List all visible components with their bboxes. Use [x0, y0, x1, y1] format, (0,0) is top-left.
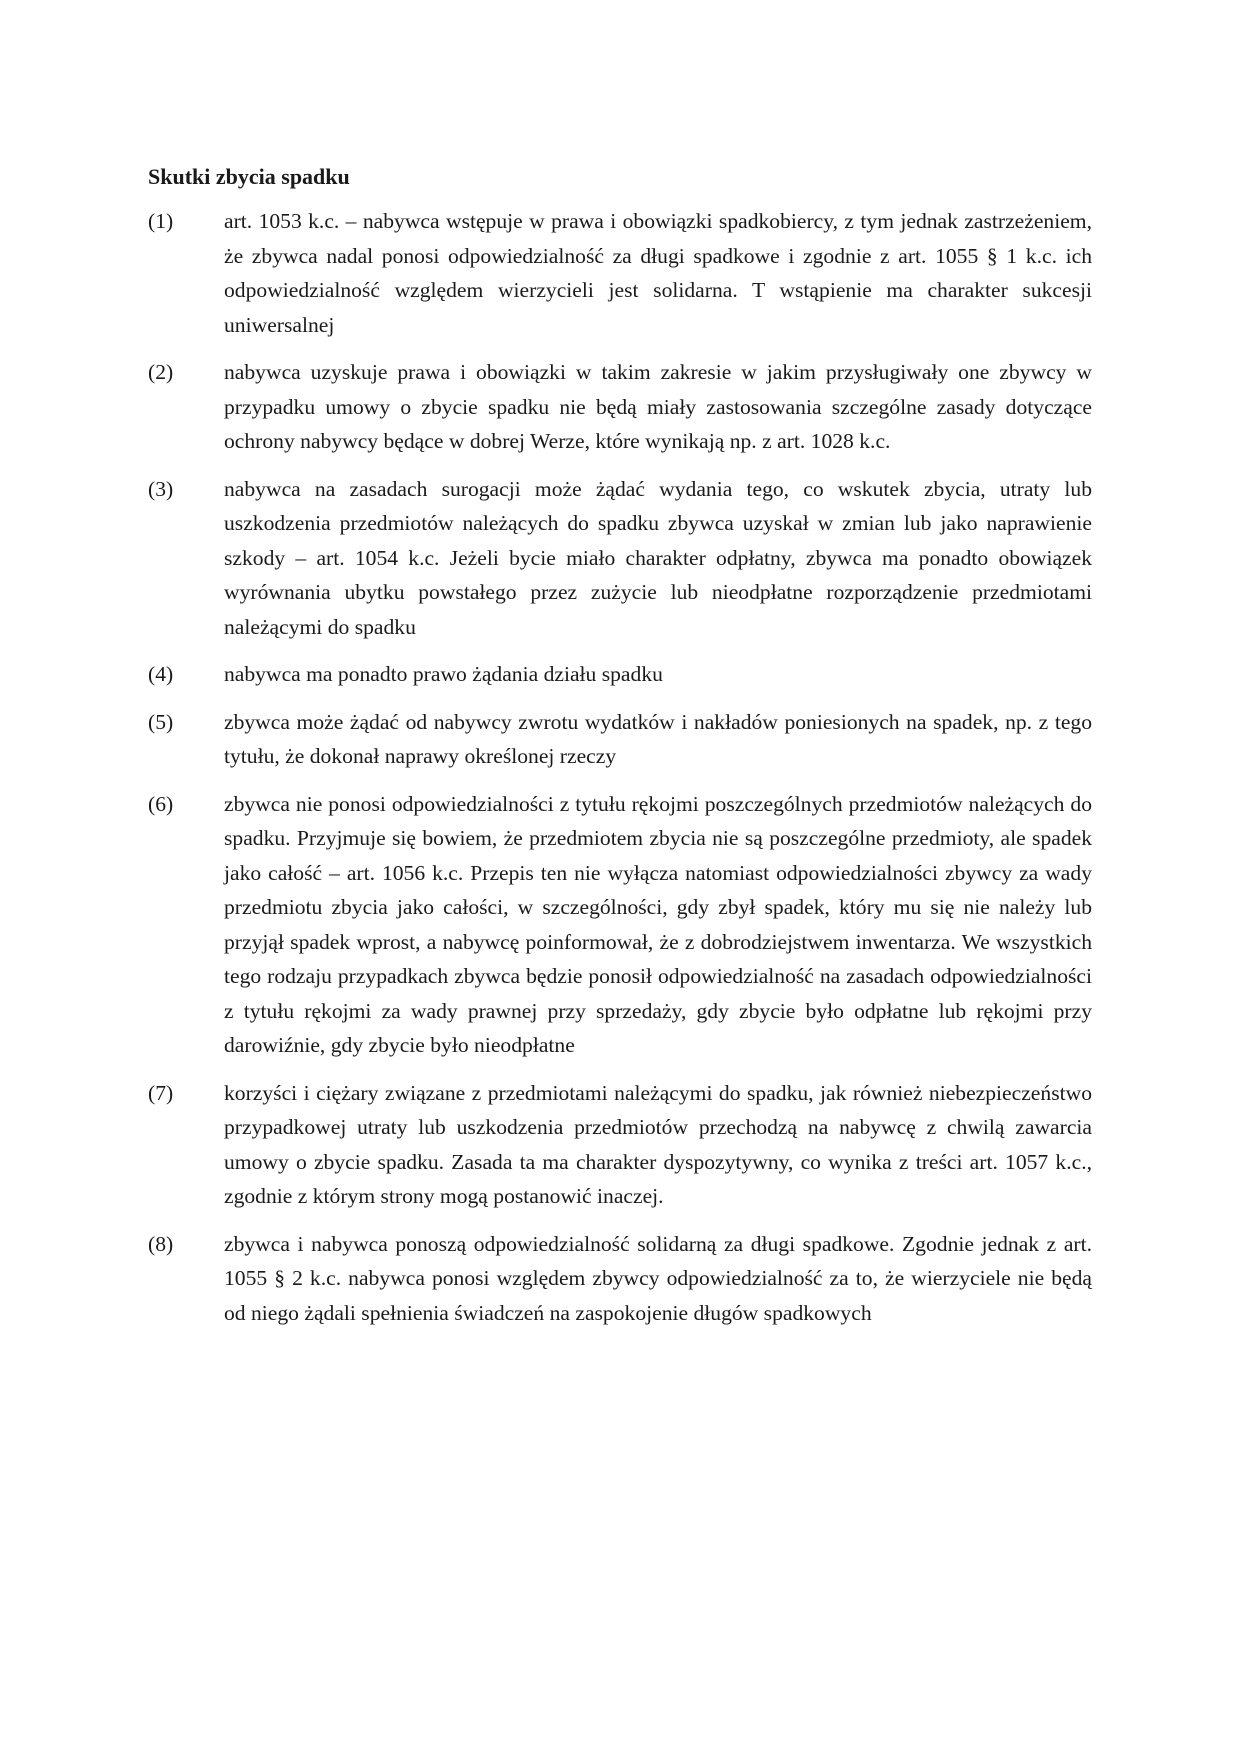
list-item-text: zbywca i nabywca ponoszą odpowiedzialność solidarną za długi spadkowe. Zgodnie jednak z art. 1055 § 2 k.c. nabywca ponosi względem zbywcy odpowiedzialność za to, że wierzyciele nie będą od niego żądali spełnienia świadczeń na zaspokojenie długów spadkowych	[224, 1231, 1092, 1325]
list-item-number: (5)	[148, 709, 174, 734]
list-item-number: (2)	[148, 360, 174, 384]
list-item	[148, 705, 1092, 774]
list-item	[148, 204, 1092, 342]
list-item-number: (1)	[148, 209, 174, 233]
document-body	[148, 160, 1092, 1343]
list-item-text: zbywca może żądać od nabywcy zwrotu wydatków i nakładów poniesionych na spadek, np. z tego tytułu, że dokonał naprawy określonej rzeczy	[224, 709, 1092, 768]
list-item-text: zbywca nie ponosi odpowiedzialności z tytułu rękojmi poszczególnych przedmiotów należących do spadku. Przyjmuje się bowiem, że przedmiotem zbycia nie są poszczególne przedmioty, ale spadek jako całość – art. 1056 k.c. Przepis ten nie wyłącza natomiast odpowiedzialności zbywcy za wady przedmiotu zbycia jako całości, w szczególności, gdy zbył spadek, który mu się nie należy lub przyjął spadek wprost, a nabywcę poinformował, że z dobrodziejstwem inwentarza. We wszystkich tego rodzaju przypadkach zbywca będzie ponosił odpowiedzialność na zasadach odpowiedzialności z tytułu rękojmi za wady prawnej przy sprzedaży, gdy zbycie było odpłatne lub rękojmi przy darowiźnie, gdy zbycie było nieodpłatne	[224, 791, 1092, 1057]
list-item-text: nabywca uzyskuje prawa i obowiązki w takim zakresie w jakim przysługiwały one zbywcy w przypadku umowy o zbycie spadku nie będą miały zastosowania szczególne zasady dotyczące ochrony nabywcy będące w dobrej Werze, które wynikają np. z art. 1028 k.c.	[224, 360, 1092, 453]
list-item-number: (3)	[148, 476, 174, 501]
list-item	[148, 355, 1092, 459]
list-item-text: art. 1053 k.c. – nabywca wstępuje w prawa i obowiązki spadkobiercy, z tym jednak zastrzeżeniem, że zbywca nadal ponosi odpowiedzialność za długi spadkowe i zgodnie z art. 1055 § 1 k.c. ich odpowiedzialność względem wierzycieli jest solidarna. T wstąpienie ma charakter sukcesji uniwersalnej	[224, 209, 1092, 337]
list-item-number: (8)	[148, 1231, 174, 1256]
list-item-text: nabywca ma ponadto prawo żądania działu spadku	[224, 662, 663, 686]
list-item	[148, 1076, 1092, 1214]
list-item-number: (6)	[148, 791, 174, 816]
list-item	[148, 472, 1092, 645]
list-item-text: nabywca na zasadach surogacji może żądać wydania tego, co wskutek zbycia, utraty lub uszkodzenia przedmiotów należących do spadku zbywca uzyskał w zmian lub jako naprawienie szkody – art. 1054 k.c. Jeżeli bycie miało charakter odpłatny, zbywca ma ponadto obowiązek wyrównania ubytku powstałego przez zużycie lub nieodpłatne rozporządzenie przedmiotami należącymi do spadku	[224, 476, 1092, 639]
list-item	[148, 1227, 1092, 1331]
list-item	[148, 657, 1092, 692]
list-item	[148, 787, 1092, 1063]
list-item-number: (7)	[148, 1080, 174, 1105]
list-item-text: korzyści i ciężary związane z przedmiotami należącymi do spadku, jak również niebezpieczeństwo przypadkowej utraty lub uszkodzenia przedmiotów przechodzą na nabywcę z chwilą zawarcia umowy o zbycie spadku. Zasada ta ma charakter dyspozytywny, co wynika z treści art. 1057 k.c., zgodnie z którym strony mogą postanowić inaczej.	[224, 1080, 1092, 1208]
list-item-number: (4)	[148, 662, 174, 686]
document-title: Skutki zbycia spadku	[148, 164, 350, 189]
